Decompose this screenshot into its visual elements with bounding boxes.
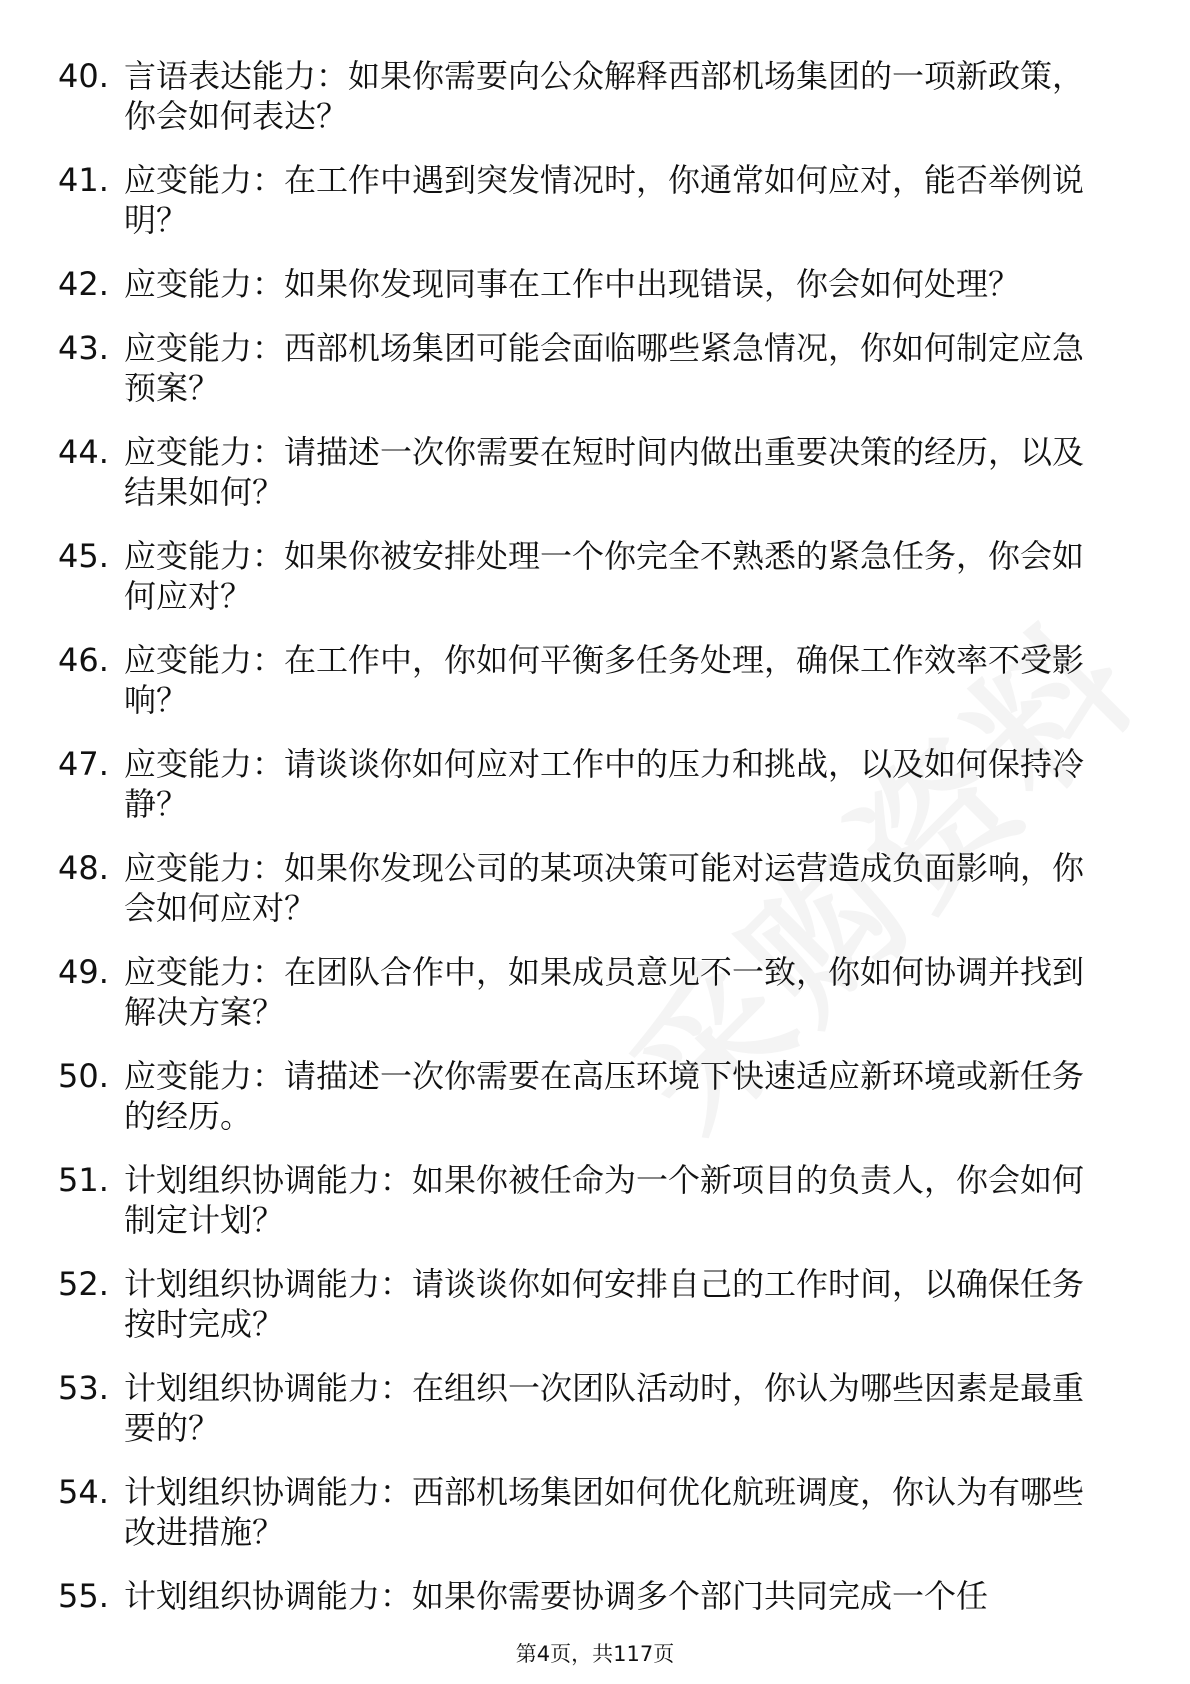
list-item bbox=[58, 56, 1138, 136]
question-text: 言语表达能力：如果你需要向公众解释西部机场集团的一项新政策，你会如何表达？ bbox=[124, 57, 1085, 135]
question-number: 44. bbox=[58, 433, 109, 471]
list-item bbox=[58, 744, 1138, 824]
list-item bbox=[58, 432, 1138, 512]
question-text: 计划组织协调能力：如果你被任命为一个新项目的负责人，你会如何制定计划？ bbox=[124, 1161, 1085, 1239]
question-text: 应变能力：如果你发现同事在工作中出现错误，你会如何处理？ bbox=[124, 265, 1021, 303]
list-item bbox=[58, 536, 1138, 616]
list-item bbox=[58, 1264, 1138, 1344]
list-item bbox=[58, 160, 1138, 240]
question-number: 40. bbox=[58, 57, 109, 95]
list-item bbox=[58, 848, 1138, 928]
list-item bbox=[58, 952, 1138, 1032]
question-text: 应变能力：如果你被安排处理一个你完全不熟悉的紧急任务，你会如何应对？ bbox=[124, 537, 1085, 615]
question-number: 52. bbox=[58, 1265, 109, 1303]
question-number: 50. bbox=[58, 1057, 109, 1095]
question-text: 应变能力：请描述一次你需要在短时间内做出重要决策的经历，以及结果如何？ bbox=[124, 433, 1085, 511]
question-number: 45. bbox=[58, 537, 109, 575]
question-number: 53. bbox=[58, 1369, 109, 1407]
question-number: 51. bbox=[58, 1161, 109, 1199]
list-item bbox=[58, 328, 1138, 408]
list-item bbox=[58, 1472, 1138, 1552]
list-item bbox=[58, 1576, 1138, 1616]
page-footer: 第4页，共117页 bbox=[515, 1642, 675, 1666]
question-number: 41. bbox=[58, 161, 109, 199]
question-number: 48. bbox=[58, 849, 109, 887]
question-text: 应变能力：西部机场集团可能会面临哪些紧急情况，你如何制定应急预案？ bbox=[124, 329, 1085, 407]
question-text: 计划组织协调能力：在组织一次团队活动时，你认为哪些因素是最重要的？ bbox=[124, 1369, 1085, 1447]
question-list bbox=[58, 56, 1138, 1640]
list-item bbox=[58, 264, 1138, 304]
question-text: 计划组织协调能力：如果你需要协调多个部门共同完成一个任 bbox=[124, 1577, 989, 1615]
question-text: 应变能力：在工作中遇到突发情况时，你通常如何应对，能否举例说明？ bbox=[124, 161, 1085, 239]
question-text: 计划组织协调能力：请谈谈你如何安排自己的工作时间，以确保任务按时完成？ bbox=[124, 1265, 1085, 1343]
list-item bbox=[58, 640, 1138, 720]
question-number: 54. bbox=[58, 1473, 109, 1511]
question-number: 55. bbox=[58, 1577, 109, 1615]
question-text: 应变能力：在工作中，你如何平衡多任务处理，确保工作效率不受影响？ bbox=[124, 641, 1085, 719]
question-number: 47. bbox=[58, 745, 109, 783]
question-number: 46. bbox=[58, 641, 109, 679]
list-item bbox=[58, 1056, 1138, 1136]
question-number: 42. bbox=[58, 265, 109, 303]
list-item bbox=[58, 1160, 1138, 1240]
question-text: 应变能力：请描述一次你需要在高压环境下快速适应新环境或新任务的经历。 bbox=[124, 1057, 1085, 1135]
question-text: 应变能力：请谈谈你如何应对工作中的压力和挑战，以及如何保持冷静？ bbox=[124, 745, 1085, 823]
question-number: 49. bbox=[58, 953, 109, 991]
question-text: 应变能力：如果你发现公司的某项决策可能对运营造成负面影响，你会如何应对？ bbox=[124, 849, 1085, 927]
question-text: 计划组织协调能力：西部机场集团如何优化航班调度，你认为有哪些改进措施？ bbox=[124, 1473, 1085, 1551]
question-text: 应变能力：在团队合作中，如果成员意见不一致，你如何协调并找到解决方案？ bbox=[124, 953, 1085, 1031]
list-item bbox=[58, 1368, 1138, 1448]
question-number: 43. bbox=[58, 329, 109, 367]
